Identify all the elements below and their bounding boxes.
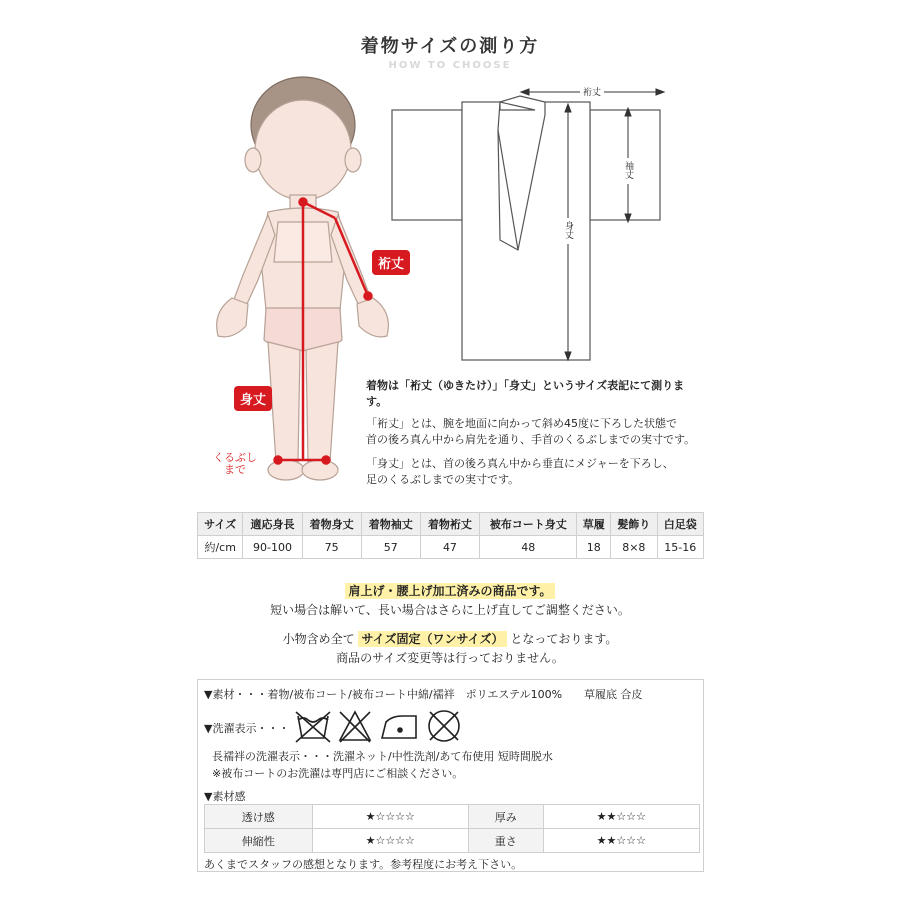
size-notes <box>0 582 900 668</box>
table-row <box>205 805 700 829</box>
table-row <box>198 536 704 559</box>
size-table <box>197 512 704 559</box>
feel-key: 厚み <box>468 805 543 829</box>
hand-wash-icon <box>296 712 330 742</box>
wash-instructions: 長襦袢の洗濯表示・・・洗濯ネット/中性洗剤/あて布使用 短時間脱水 <box>212 750 553 763</box>
wash-icons <box>294 708 474 744</box>
size-cell: 18 <box>577 536 611 559</box>
feel-label: ▼素材感 <box>204 790 246 803</box>
size-cell: 57 <box>361 536 420 559</box>
size-cell: 47 <box>420 536 479 559</box>
material-row: ▼素材・・・着物/被布コート/被布コート中綿/襦袢 ポリエステル100% 草履底 合皮 <box>204 688 643 701</box>
yukitake-desc-2: 首の後ろ真ん中から肩先を通り、手首のくるぶしまでの実寸です。 <box>366 433 696 446</box>
size-header-cell: 白足袋 <box>657 513 703 536</box>
yukitake-tag: 裄丈 <box>372 250 410 275</box>
feel-table <box>204 804 700 853</box>
size-cell: 8×8 <box>611 536 657 559</box>
kurubushi-line2: まで <box>224 463 246 476</box>
kurubushi-line1: くるぶし <box>213 451 257 464</box>
mitake-tag: 身丈 <box>234 386 272 411</box>
feel-key: 伸縮性 <box>205 829 313 853</box>
feel-value: ★★☆☆☆ <box>543 805 699 829</box>
size-header-cell: 被布コート身丈 <box>480 513 577 536</box>
kimono-diagram <box>392 96 660 360</box>
note-fixed-post: となっております。 <box>510 632 618 646</box>
size-cell: 48 <box>480 536 577 559</box>
feel-value: ★★☆☆☆ <box>543 829 699 853</box>
size-header-cell: 着物身丈 <box>302 513 361 536</box>
note-fixed-pre: 小物含め全て <box>282 632 355 646</box>
note-adjust: 短い場合は解いて、長い場合はさらに上げ直してご調整ください。 <box>270 603 630 617</box>
iron-low-icon <box>382 716 416 738</box>
size-header-cell: 髪飾り <box>611 513 657 536</box>
feel-key: 透け感 <box>205 805 313 829</box>
kurubushi-label <box>212 452 258 476</box>
kimono-label-yukitake: 裄丈 <box>582 88 602 98</box>
size-cell: 90-100 <box>243 536 302 559</box>
size-header-cell: サイズ <box>198 513 243 536</box>
page-subtitle: HOW TO CHOOSE <box>388 60 512 71</box>
note-highlight-fixed-size: サイズ固定（ワンサイズ） <box>358 631 506 647</box>
no-bleach-icon <box>340 712 370 742</box>
yukitake-desc-1: 「裄丈」とは、腕を地面に向かって斜め45度に下ろした状態で <box>366 417 677 430</box>
feel-key: 重さ <box>468 829 543 853</box>
kimono-label-sodetake: 袖丈 <box>623 161 633 179</box>
note-highlight-adjusted: 肩上げ・腰上げ加工済みの商品です。 <box>345 583 554 599</box>
size-cell: 75 <box>302 536 361 559</box>
wash-note: ※被布コートのお洗濯は専門店にご相談ください。 <box>212 767 464 780</box>
description-lead: 着物は「裄丈（ゆきたけ）」「身丈」というサイズ表記にて測ります。 <box>366 379 685 408</box>
kimono-label-mitake: 身丈 <box>563 221 573 239</box>
feel-value: ★☆☆☆☆ <box>312 805 468 829</box>
staff-note: あくまでスタッフの感想となります。参考程度にお考え下さい。 <box>204 858 523 871</box>
mitake-desc-1: 「身丈」とは、首の後ろ真ん中から垂直にメジャーを下ろし、 <box>366 457 674 470</box>
size-header-cell: 着物裄丈 <box>420 513 479 536</box>
size-header-cell: 着物袖丈 <box>361 513 420 536</box>
note-no-change: 商品のサイズ変更等は行っておりません。 <box>336 651 564 665</box>
page-title: 着物サイズの測り方 <box>360 36 540 57</box>
mitake-desc-2: 足のくるぶしまでの実寸です。 <box>366 473 520 486</box>
measurement-description <box>366 378 696 496</box>
size-header-cell: 草履 <box>577 513 611 536</box>
size-table-header <box>198 513 704 536</box>
size-cell: 約/cm <box>198 536 243 559</box>
wash-label: ▼洗濯表示・・・ <box>204 722 290 735</box>
no-dryclean-icon <box>429 711 459 741</box>
table-row <box>205 829 700 853</box>
size-header-cell: 適応身長 <box>243 513 302 536</box>
size-cell: 15-16 <box>657 536 703 559</box>
material-box <box>197 679 704 872</box>
feel-value: ★☆☆☆☆ <box>312 829 468 853</box>
